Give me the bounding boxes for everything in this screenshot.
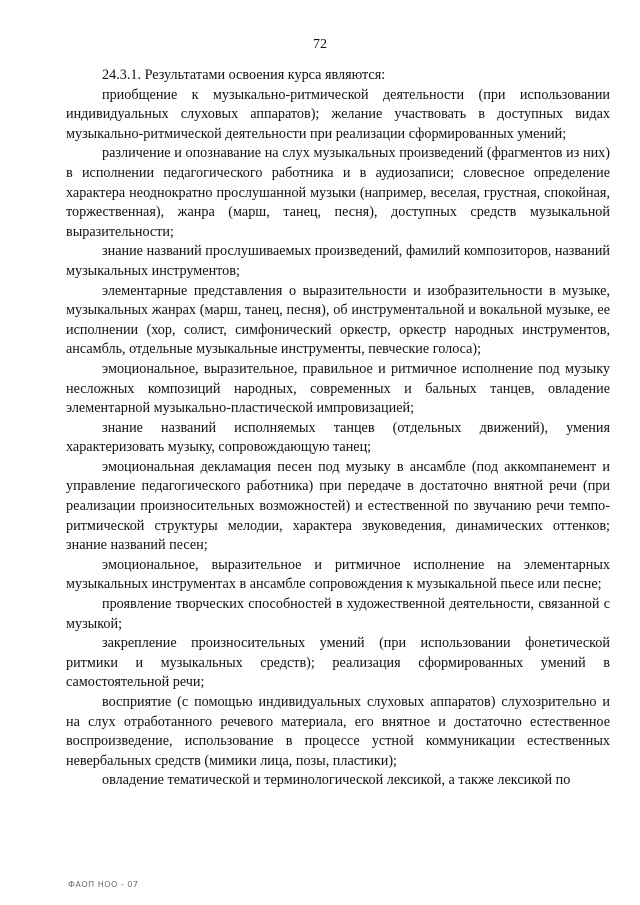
paragraph: различение и опознавание на слух музыкальных произведений (фрагментов из них) в исполнении педагогического работника и в аудиозаписи; словесное определение характера неоднократно прослушанной музыки (например, веселая, грустная, спокойная, торжественная), жанра (марш, танец, песня), доступных средств музыкальной выразительности;: [66, 145, 610, 240]
paragraph: восприятие (с помощью индивидуальных слуховых аппаратов) слухозрительно и на слух отработанного речевого материала, его внятное и достаточно естественное воспроизведение, использование в процессе устной коммуникации естественных невербальных средств (мимики лица, позы, пластики);: [66, 694, 610, 769]
paragraph: проявление творческих способностей в художественной деятельности, связанной с музыкой;: [66, 596, 610, 632]
paragraph: знание названий прослушиваемых произведений, фамилий композиторов, названий музыкальных инструментов;: [66, 243, 610, 279]
footer-document-code: ФАОП НОО - 07: [68, 880, 139, 889]
paragraph: элементарные представления о выразительности и изобразительности в музыке, музыкальных жанрах (марш, танец, песня), об инструментальной и вокальной музыке, ее исполнении (хор, солист, симфонический оркестр, оркестр народных инструментов, ансамбль, отдельные музыкальные инструменты, певческие голоса);: [66, 282, 610, 358]
document-body: [66, 66, 610, 791]
paragraph: эмоциональное, выразительное и ритмичное исполнение на элементарных музыкальных инструментах в ансамбле сопровождения к музыкальной пьесе или песне;: [66, 556, 610, 593]
paragraph: эмоциональное, выразительное, правильное и ритмичное исполнение под музыку несложных композиций народных, современных и бальных танцев, овладение элементарной музыкально-пластической импровизацией;: [66, 360, 610, 417]
paragraph: овладение тематической и терминологической лексикой, а также лексикой по: [102, 772, 571, 789]
page-number: 72: [313, 37, 327, 52]
paragraph: эмоциональная декламация песен под музыку в ансамбле (под аккомпанемент и управление педагогического работника) при передаче в достаточно внятной речи (при реализации произносительных возможностей) и естественной по звучанию речи темпо-ритмической структуры мелодии, характера звуковедения, динамических оттенков; знание названий песен;: [66, 458, 610, 554]
paragraph: знание названий исполняемых танцев (отдельных движений), умения характеризовать музыку, сопровождающую танец;: [66, 419, 610, 456]
section-heading: 24.3.1. Результатами освоения курса являются:: [102, 67, 386, 83]
paragraph: закрепление произносительных умений (при использовании фонетической ритмики и музыкальных средств); реализация сформированных умений в самостоятельной речи;: [66, 635, 610, 691]
paragraph: приобщение к музыкально-ритмической деятельности (при использовании индивидуальных слуховых аппаратов); желание участвовать в доступных видах музыкально-ритмической деятельности при реализации сформированных умений;: [66, 86, 610, 142]
